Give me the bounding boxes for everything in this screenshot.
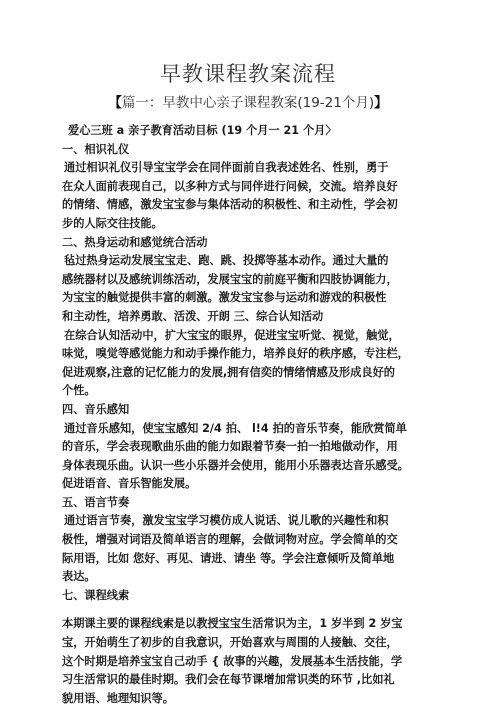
subtitle-text: 篇一：早教中心亲子课程教案(19-21个月) (121, 95, 375, 111)
paragraph-line: 通过语言节奏，激发宝宝学习模仿成人说话、说儿歌的兴趣性和积 (64, 514, 389, 528)
paragraph-line: 步的人际交往技能。 (62, 216, 163, 230)
section-heading: 一、相识礼仪 (62, 142, 130, 156)
paragraph-line: 身体表现乐曲。认识一些小乐器并会使用，能用小乐器表达音乐感受。 (62, 458, 409, 472)
document-subtitle (0, 91, 496, 111)
paragraph-line: 通过音乐感知，使宝宝感知 2/4 拍、 l!4 拍的音乐节奏，能欣赏简单 (64, 421, 407, 435)
paragraph-line: 味觉，嗅觉等感觉能力和动手操作能力，培养良好的秩序感，专注栏， (62, 347, 409, 361)
objectives-heading: 爱心三班 a 亲子教育活动目标 (19 个月一 21 个月〉 (68, 124, 337, 137)
paragraph-line: 促进观察,注意的记忆能力的发展,拥有信奕的情绪情感及形成良好的 (62, 365, 395, 379)
paragraph-line: 通过相识礼仪引导宝宝学会在同伴面前自我表述姓名、性别，勇于 (64, 161, 389, 175)
paragraph-line: 毡过热身运动发展宝宝走、跑、跳、投掷等基本动作。通过大量的 (64, 254, 389, 268)
paragraph-line: 为宝宝的触觉提供丰富的刺激。激发宝宝参与运动和游戏的积极性 (62, 291, 387, 305)
paragraph-line: 本期课主要的课程线索是以教授宝宝生活常识为主，1 岁半到 2 岁宝 (62, 617, 403, 631)
paragraph-line: 在众人面前表现自己，以多种方式与同伴进行问候，交流。培养良好 (62, 179, 398, 193)
paragraph-line: 的音乐，学会表现歌曲乐曲的能力如跟着节奏一拍一拍地做动作，用 (62, 440, 398, 454)
paragraph-line: 感统器材以及感统训练活动，发展宝宝的前庭平衡和四肢协调能力， (62, 272, 398, 286)
section-heading: 七、课程线索 (62, 588, 130, 602)
document-body (62, 122, 452, 708)
subtitle-close-bracket: 】 (374, 95, 388, 111)
paragraph-line: 这个时期是培养宝宝自己动手 { 故事的兴趣，发展基本生活技能，学 (62, 654, 403, 668)
paragraph-line: 个性。 (62, 384, 96, 398)
paragraph-line: 和主动性，培养勇敢、活泼、开朗 三、综合认知活动 (62, 309, 324, 323)
section-heading: 四、音乐感知 (62, 402, 130, 416)
paragraph-line: 貌用语、地理知识等。 (62, 691, 174, 705)
paragraph-line: 的情绪、情感，激发宝宝参与集体活动的积极性、和主动性，学会初 (62, 198, 398, 212)
document-title: 早教课程教案流程 (160, 62, 336, 86)
paragraph-line: 际用语，比如 您好、再见、请进、请坐 等。学会注意倾听及简单地 (62, 551, 395, 565)
paragraph-line: 极性，增强对词语及简单语言的理解，会做词物对应。学会简单的交 (62, 533, 398, 547)
paragraph-line: 表达。 (62, 570, 96, 584)
subtitle-open-bracket: 【 (108, 95, 122, 111)
paragraph-line: 促进语音、音乐智能发展。 (62, 477, 197, 491)
section-heading: 二、热身运动和感觉统合活动 (62, 235, 208, 249)
paragraph-line: 宝，开始萌生了初步的自我意识，开始喜欢与周围的人接触、交往， (62, 636, 398, 650)
paragraph-line: 习生活常识的最佳时期。我们会在每节课增加常识类的环节 ,比如礼 (62, 673, 395, 687)
paragraph-gap (62, 605, 452, 615)
paragraph-line: 在综合认知活动中，扩大宝宝的眼界，促进宝宝听觉、视觉，触觉， (64, 328, 400, 342)
section-heading: 五、语言节奏 (62, 495, 130, 509)
